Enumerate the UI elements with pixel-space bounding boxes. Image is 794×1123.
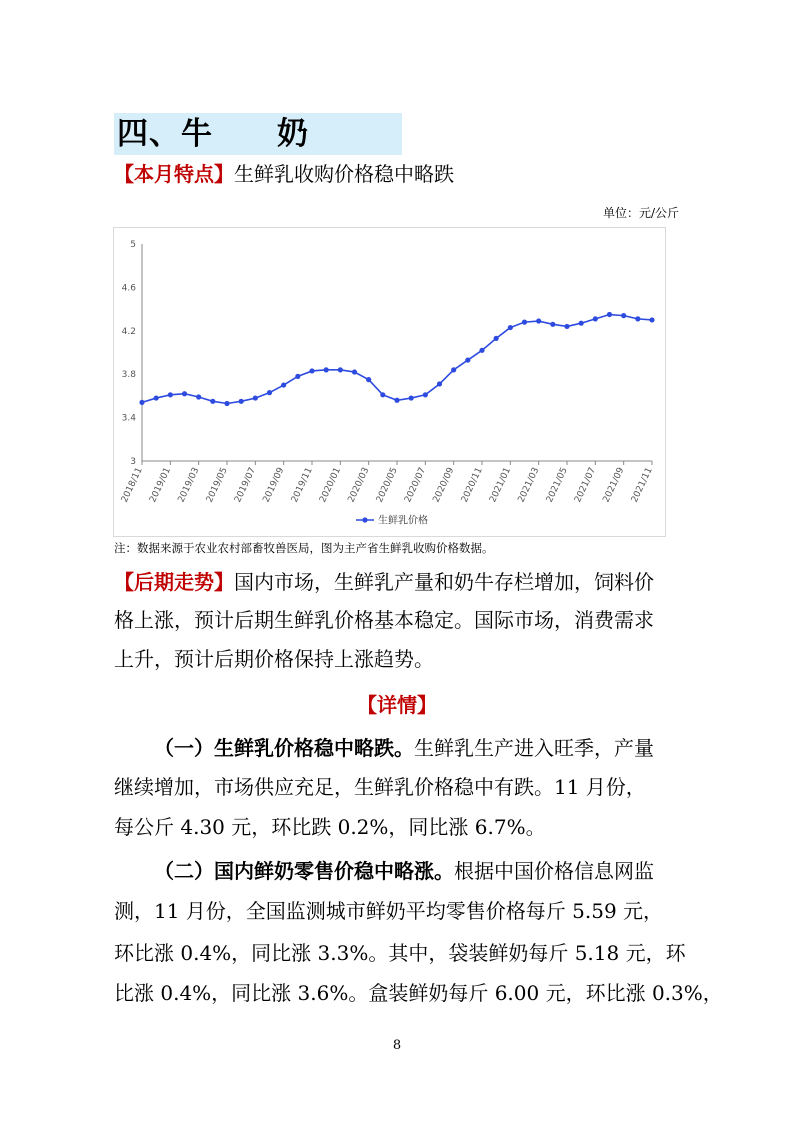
price-line-chart: [114, 228, 665, 536]
outlook-tag: 【后期走势】: [114, 570, 234, 594]
section-heading: 四、牛 奶: [117, 116, 309, 152]
outlook-line-1: [114, 568, 654, 596]
y-tick-label: 3: [130, 457, 136, 467]
para1-line-3: 每公斤 4.30 元，环比跌 0.2%，同比涨 6.7%。: [114, 815, 546, 839]
para1-line-1: [154, 734, 654, 762]
data-point: [649, 317, 654, 322]
data-point: [508, 325, 513, 330]
x-tick-label: 2021/09: [601, 466, 627, 505]
outlook-text-1: 国内市场，生鲜乳产量和奶牛存栏增加，饲料价: [234, 570, 654, 594]
outlook-line-3: 上升，预计后期价格保持上涨趋势。: [114, 647, 434, 671]
data-point: [281, 382, 286, 387]
x-tick-label: 2019/05: [204, 466, 230, 505]
data-point: [635, 316, 640, 321]
data-point: [550, 322, 555, 327]
para2-line-3: 环比涨 0.4%，同比涨 3.3%。其中，袋装鲜奶每斤 5.18 元，环: [114, 941, 686, 965]
x-tick-label: 2020/07: [403, 466, 429, 505]
data-point: [479, 348, 484, 353]
y-tick-label: 3.4: [121, 413, 136, 424]
para2-line-2: 测，11 月份，全国监测城市鲜奶平均零售价格每斤 5.59 元，: [114, 899, 664, 923]
data-point: [295, 374, 300, 379]
y-tick-label: 3.8: [121, 370, 136, 381]
y-tick-label: 4.2: [121, 326, 136, 337]
data-point: [394, 398, 399, 403]
para1-text-1: 生鲜乳生产进入旺季，产量: [414, 736, 654, 760]
data-point: [409, 395, 414, 400]
x-tick-label: 2020/03: [346, 466, 372, 505]
data-point: [621, 313, 626, 318]
para1-line-2: 继续增加，市场供应充足，生鲜乳价格稳中有跌。11 月份，: [114, 775, 646, 799]
x-tick-label: 2020/11: [459, 466, 485, 505]
data-point: [324, 367, 329, 372]
x-tick-label: 2020/05: [374, 466, 400, 505]
series-line: [142, 315, 652, 404]
chart-frame: [113, 227, 666, 537]
data-point: [607, 312, 612, 317]
legend-marker: [362, 517, 367, 522]
feature-text: 生鲜乳收购价格稳中略跌: [234, 162, 454, 186]
data-point: [210, 399, 215, 404]
data-point: [352, 369, 357, 374]
data-point: [465, 357, 470, 362]
x-tick-label: 2019/01: [148, 466, 174, 505]
data-point: [182, 391, 187, 396]
x-tick-label: 2021/07: [573, 466, 599, 505]
data-point: [224, 401, 229, 406]
x-tick-label: 2021/05: [544, 466, 570, 505]
data-point: [154, 395, 159, 400]
legend-label: 生鲜乳价格: [378, 515, 428, 527]
x-tick-label: 2020/09: [431, 466, 457, 505]
para2-line-1: [154, 857, 654, 885]
data-point: [253, 395, 258, 400]
data-point: [579, 321, 584, 326]
details-title: 【详情】: [357, 693, 437, 717]
data-source-note: 注：数据来源于农业农村部畜牧兽医局，图为主产省生鲜乳收购价格数据。: [114, 541, 494, 555]
data-point: [451, 367, 456, 372]
data-point: [564, 324, 569, 329]
unit-label: 单位：元/公斤: [602, 206, 679, 220]
outlook-line-2: 格上涨，预计后期生鲜乳价格基本稳定。国际市场，消费需求: [114, 608, 654, 632]
data-point: [239, 399, 244, 404]
para2-line-4: 比涨 0.4%，同比涨 3.6%。盒装鲜奶每斤 6.00 元，环比涨 0.3%，: [114, 981, 723, 1005]
data-point: [366, 377, 371, 382]
x-tick-label: 2021/11: [629, 466, 655, 505]
para2-heading: （二）国内鲜奶零售价稳中略涨。: [154, 859, 454, 883]
x-tick-label: 2019/09: [261, 466, 287, 505]
x-tick-label: 2021/01: [488, 466, 514, 505]
para2-text-1: 根据中国价格信息网监: [454, 859, 654, 883]
data-point: [380, 392, 385, 397]
x-tick-label: 2020/01: [318, 466, 344, 505]
data-point: [437, 381, 442, 386]
data-point: [522, 320, 527, 325]
data-point: [423, 392, 428, 397]
x-tick-label: 2018/11: [119, 466, 145, 505]
feature-line: [114, 160, 454, 188]
data-point: [309, 368, 314, 373]
data-point: [593, 316, 598, 321]
y-tick-label: 5: [130, 240, 136, 250]
feature-tag: 【本月特点】: [114, 162, 234, 186]
data-point: [196, 394, 201, 399]
x-tick-label: 2019/03: [176, 466, 202, 505]
data-point: [494, 336, 499, 341]
data-point: [168, 392, 173, 397]
data-point: [267, 390, 272, 395]
page-number: 8: [392, 1038, 402, 1053]
x-tick-label: 2019/11: [289, 466, 315, 505]
x-tick-label: 2021/03: [516, 466, 542, 505]
data-point: [338, 367, 343, 372]
x-tick-label: 2019/07: [233, 466, 259, 505]
data-point: [139, 400, 144, 405]
y-tick-label: 4.6: [121, 283, 136, 294]
para1-heading: （一）生鲜乳价格稳中略跌。: [154, 736, 414, 760]
data-point: [536, 318, 541, 323]
